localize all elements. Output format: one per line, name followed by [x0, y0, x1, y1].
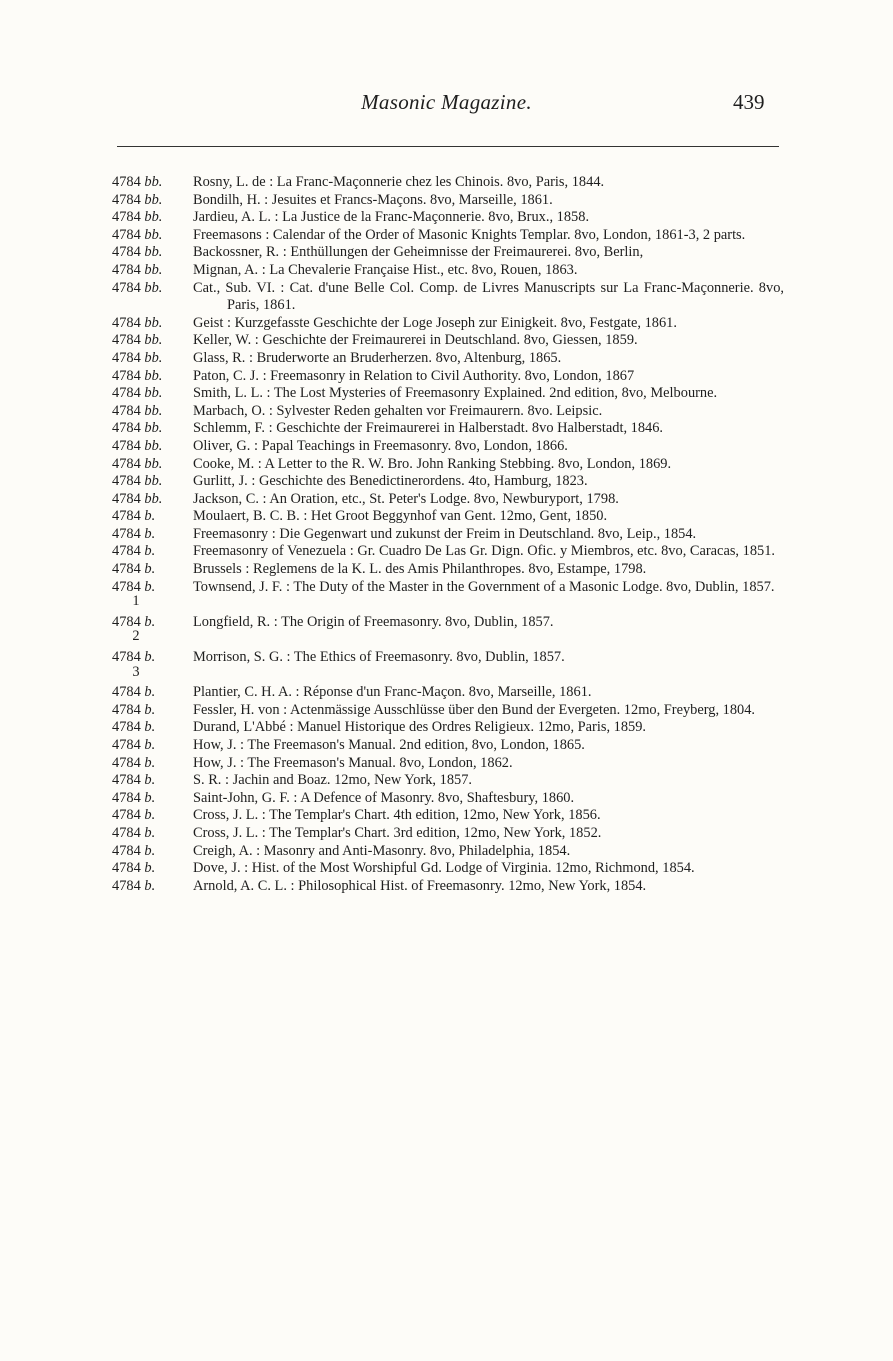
entry-text: Mignan, A. : La Chevalerie Française Hist., etc. 8vo, Rouen, 1863.	[193, 261, 578, 278]
catalogue-entries	[112, 174, 784, 895]
entry-text: Jardieu, A. L. : La Justice de la Franc-Maçonnerie. 8vo, Brux., 1858.	[193, 209, 590, 226]
entry-number	[112, 526, 193, 544]
entry-number	[112, 280, 193, 315]
entry-number	[112, 350, 193, 368]
entry-number-suffix: b.	[144, 508, 156, 525]
catalogue-entry	[112, 350, 784, 368]
entry-number-digits: 4784	[112, 226, 145, 243]
entry-number-digits: 4784	[112, 525, 145, 542]
entry-number	[112, 860, 193, 878]
entry-text: Cross, J. L. : The Templar's Chart. 4th edition, 12mo, New York, 1856.	[193, 807, 601, 824]
catalogue-entry	[112, 403, 784, 421]
entry-number	[112, 719, 193, 737]
catalogue-entry	[112, 543, 784, 561]
entry-number-suffix: b.	[144, 877, 156, 894]
entry-text: Freemasonry of Venezuela : Gr. Cuadro De Las Gr. Dign. Ofic. y Miembros, etc. 8vo, Caracas, 1851.	[193, 543, 776, 560]
entry-number-digits: 4784	[112, 824, 145, 841]
entry-number	[112, 244, 193, 262]
entry-number-suffix: bb.	[144, 437, 163, 454]
entry-text: Marbach, O. : Sylvester Reden gehalten vor Freimaurern. 8vo. Leipsic.	[193, 402, 603, 419]
entry-number-suffix: b.	[144, 684, 156, 701]
entry-subnumber: 3	[132, 663, 140, 680]
entry-text: How, J. : The Freemason's Manual. 8vo, London, 1862.	[193, 754, 513, 771]
entry-number-digits: 4784	[112, 719, 145, 736]
page-number: 439	[733, 90, 765, 114]
catalogue-entry	[112, 209, 784, 227]
entry-text: Townsend, J. F. : The Duty of the Master in the Government of a Masonic Lodge. 8vo, Dublin, 1857.	[193, 578, 775, 595]
entry-number-digits: 4784	[112, 349, 145, 366]
catalogue-entry	[112, 684, 784, 702]
entry-number-digits: 4784	[112, 508, 145, 525]
catalogue-entry	[112, 561, 784, 579]
header-rule	[117, 146, 779, 147]
entry-number-digits: 4784	[112, 420, 145, 437]
entry-number	[112, 772, 193, 790]
entry-number	[112, 543, 193, 561]
catalogue-entry	[112, 227, 784, 245]
entry-number-suffix: bb.	[144, 174, 163, 190]
entry-number-suffix: bb.	[144, 314, 163, 331]
entry-number-suffix: b.	[144, 613, 156, 630]
entry-subnumber: 2	[132, 628, 140, 645]
catalogue-entry	[112, 262, 784, 280]
entry-text: Cross, J. L. : The Templar's Chart. 3rd edition, 12mo, New York, 1852.	[193, 824, 602, 841]
entry-number-digits: 4784	[112, 244, 145, 261]
entry-text: Schlemm, F. : Geschichte der Freimaurerei in Halberstadt. 8vo Halberstadt, 1846.	[193, 420, 664, 437]
catalogue-entry	[112, 843, 784, 861]
entry-subnumber-row	[112, 593, 784, 611]
entry-text: Cat., Sub. VI. : Cat. d'une Belle Col. Comp. de Livres Manuscripts sur La Franc-Maçonnerie. 8vo, Paris, 1861.	[193, 279, 784, 314]
entry-text: Gurlitt, J. : Geschichte des Benedictinerordens. 4to, Hamburg, 1823.	[193, 473, 588, 490]
entry-text: Brussels : Reglemens de la K. L. des Amis Philanthropes. 8vo, Estampe, 1798.	[193, 561, 647, 578]
entry-number-suffix: bb.	[144, 349, 163, 366]
entry-subnumber-row	[112, 628, 784, 646]
entry-number-digits: 4784	[112, 649, 145, 666]
entry-text: Rosny, L. de : La Franc-Maçonnerie chez les Chinois. 8vo, Paris, 1844.	[193, 174, 605, 190]
catalogue-entry	[112, 315, 784, 333]
catalogue-entry	[112, 192, 784, 210]
entry-text: Freemasons : Calendar of the Order of Masonic Knights Templar. 8vo, London, 1861-3, 2 parts.	[193, 226, 746, 243]
entry-number-suffix: b.	[144, 543, 156, 560]
entry-number-suffix: b.	[144, 649, 156, 666]
entry-number-suffix: bb.	[144, 209, 163, 226]
entry-number	[112, 878, 193, 896]
entry-number-suffix: bb.	[144, 385, 163, 402]
entry-number	[112, 262, 193, 280]
entry-number-suffix: bb.	[144, 332, 163, 349]
catalogue-entry	[112, 438, 784, 456]
entry-number	[112, 332, 193, 350]
entry-number-digits: 4784	[112, 578, 145, 595]
entry-text: Arnold, A. C. L. : Philosophical Hist. of Freemasonry. 12mo, New York, 1854.	[193, 877, 647, 894]
entry-number-digits: 4784	[112, 191, 145, 208]
catalogue-entry	[112, 878, 784, 896]
catalogue-entry	[112, 526, 784, 544]
entry-number	[112, 420, 193, 438]
entry-number-digits: 4784	[112, 367, 145, 384]
entry-number	[112, 192, 193, 210]
entry-number-suffix: b.	[144, 860, 156, 877]
entry-number-suffix: b.	[144, 737, 156, 753]
entry-text: Creigh, A. : Masonry and Anti-Masonry. 8vo, Philadelphia, 1854.	[193, 842, 571, 859]
entry-number-digits: 4784	[112, 279, 145, 296]
catalogue-entry	[112, 280, 784, 315]
entry-text: Plantier, C. H. A. : Réponse d'un Franc-Maçon. 8vo, Marseille, 1861.	[193, 684, 592, 701]
entry-number-digits: 4784	[112, 561, 145, 578]
entry-number	[112, 403, 193, 421]
entry-number-suffix: bb.	[144, 279, 163, 296]
entry-number	[112, 368, 193, 386]
entry-subnumber-row	[112, 664, 784, 682]
entry-text: Cooke, M. : A Letter to the R. W. Bro. John Ranking Stebbing. 8vo, London, 1869.	[193, 455, 672, 472]
entry-number-suffix: bb.	[144, 367, 163, 384]
entry-text: Keller, W. : Geschichte der Freimaurerei in Deutschland. 8vo, Giessen, 1859.	[193, 332, 638, 349]
catalogue-entry	[112, 385, 784, 403]
entry-text: Freemasonry : Die Gegenwart und zukunst der Freim in Deutschland. 8vo, Leip., 1854.	[193, 525, 697, 542]
entry-number-suffix: b.	[144, 701, 156, 718]
entry-number-digits: 4784	[112, 314, 145, 331]
entry-number-digits: 4784	[112, 543, 145, 560]
entry-text: Durand, L'Abbé : Manuel Historique des Ordres Religieux. 12mo, Paris, 1859.	[193, 719, 647, 736]
catalogue-entry	[112, 737, 784, 755]
entry-number-digits: 4784	[112, 772, 145, 789]
entry-number-digits: 4784	[112, 209, 145, 226]
entry-number-suffix: bb.	[144, 402, 163, 419]
entry-number	[112, 456, 193, 474]
entry-text: Smith, L. L. : The Lost Mysteries of Freemasonry Explained. 2nd edition, 8vo, Melbourne.	[193, 385, 718, 402]
entry-number	[112, 843, 193, 861]
entry-number-suffix: b.	[144, 719, 156, 736]
entry-number-digits: 4784	[112, 455, 145, 472]
entry-number-digits: 4784	[112, 402, 145, 419]
entry-number-suffix: b.	[144, 789, 156, 806]
entry-number-digits: 4784	[112, 860, 145, 877]
entry-text: Glass, R. : Bruderworte an Bruderherzen. 8vo, Altenburg, 1865.	[193, 349, 562, 366]
catalogue-entry	[112, 772, 784, 790]
entry-number	[112, 491, 193, 509]
entry-number-suffix: b.	[144, 561, 156, 578]
entry-text: Paton, C. J. : Freemasonry in Relation to Civil Authority. 8vo, London, 1867	[193, 367, 635, 384]
entry-number	[112, 755, 193, 773]
entry-number-suffix: b.	[144, 772, 156, 789]
entry-number-suffix: b.	[144, 578, 156, 595]
entry-number-digits: 4784	[112, 332, 145, 349]
entry-text: Dove, J. : Hist. of the Most Worshipful Gd. Lodge of Virginia. 12mo, Richmond, 1854.	[193, 860, 695, 877]
entry-number-digits: 4784	[112, 385, 145, 402]
entry-number-suffix: bb.	[144, 473, 163, 490]
entry-subnumber: 1	[132, 593, 140, 610]
entry-number-digits: 4784	[112, 437, 145, 454]
entry-number-suffix: bb.	[144, 455, 163, 472]
entry-number	[112, 825, 193, 843]
entry-number	[112, 807, 193, 825]
catalogue-entry	[112, 790, 784, 808]
entry-number	[112, 702, 193, 720]
entry-number	[112, 508, 193, 526]
entry-number-suffix: b.	[144, 525, 156, 542]
entry-number-digits: 4784	[112, 684, 145, 701]
entry-text: Jackson, C. : An Oration, etc., St. Peter's Lodge. 8vo, Newburyport, 1798.	[193, 490, 619, 507]
entry-number-digits: 4784	[112, 737, 145, 753]
entry-text: Saint-John, G. F. : A Defence of Masonry. 8vo, Shaftesbury, 1860.	[193, 789, 575, 806]
entry-number	[112, 174, 193, 192]
entry-number	[112, 473, 193, 491]
catalogue-entry	[112, 508, 784, 526]
catalogue-entry	[112, 807, 784, 825]
entry-number-digits: 4784	[112, 473, 145, 490]
catalogue-entry	[112, 332, 784, 350]
entry-number	[112, 737, 193, 755]
entry-number-digits: 4784	[112, 789, 145, 806]
entry-number	[112, 227, 193, 245]
catalogue-entry	[112, 491, 784, 509]
entry-text: Morrison, S. G. : The Ethics of Freemasonry. 8vo, Dublin, 1857.	[193, 649, 565, 666]
entry-number-digits: 4784	[112, 261, 145, 278]
catalogue-entry	[112, 244, 784, 262]
entry-text: Fessler, H. von : Actenmässige Ausschlüsse über den Bund der Evergeten. 12mo, Freyberg, 1804.	[193, 701, 756, 718]
entry-text: S. R. : Jachin and Boaz. 12mo, New York, 1857.	[193, 772, 473, 789]
entry-number-suffix: b.	[144, 754, 156, 771]
catalogue-entry	[112, 420, 784, 438]
entry-number-suffix: bb.	[144, 490, 163, 507]
entry-text: Moulaert, B. C. B. : Het Groot Beggynhof van Gent. 12mo, Gent, 1850.	[193, 508, 608, 525]
entry-number-suffix: bb.	[144, 191, 163, 208]
entry-number-digits: 4784	[112, 877, 145, 894]
catalogue-entry	[112, 860, 784, 878]
catalogue-entry	[112, 702, 784, 720]
entry-text: Bondilh, H. : Jesuites et Francs-Maçons. 8vo, Marseille, 1861.	[193, 191, 553, 208]
entry-number	[112, 561, 193, 579]
entry-number-digits: 4784	[112, 701, 145, 718]
entry-text: Backossner, R. : Enthüllungen der Geheimnisse der Freimaurerei. 8vo, Berlin,	[193, 244, 644, 261]
catalogue-entry	[112, 456, 784, 474]
entry-number	[112, 438, 193, 456]
entry-number-suffix: b.	[144, 807, 156, 824]
entry-number	[112, 209, 193, 227]
catalogue-entry	[112, 825, 784, 843]
catalogue-entry	[112, 368, 784, 386]
entry-number-suffix: b.	[144, 824, 156, 841]
catalogue-entry	[112, 473, 784, 491]
entry-number	[112, 315, 193, 333]
entry-text: Geist : Kurzgefasste Geschichte der Loge Joseph zur Einigkeit. 8vo, Festgate, 1861.	[193, 314, 677, 331]
running-title: Masonic Magazine.	[361, 90, 532, 114]
entry-number-suffix: bb.	[144, 420, 163, 437]
entry-number-suffix: b.	[144, 842, 156, 859]
entry-text: How, J. : The Freemason's Manual. 2nd edition, 8vo, London, 1865.	[193, 737, 585, 753]
entry-number-digits: 4784	[112, 490, 145, 507]
entry-number-suffix: bb.	[144, 244, 163, 261]
entry-number	[112, 684, 193, 702]
entry-number	[112, 385, 193, 403]
entry-text: Oliver, G. : Papal Teachings in Freemasonry. 8vo, London, 1866.	[193, 437, 568, 454]
catalogue-entry	[112, 755, 784, 773]
entry-number-suffix: bb.	[144, 261, 163, 278]
catalogue-entry	[112, 174, 784, 192]
entry-number	[112, 790, 193, 808]
entry-number-digits: 4784	[112, 754, 145, 771]
entry-number-digits: 4784	[112, 807, 145, 824]
catalogue-entry	[112, 719, 784, 737]
entry-number-digits: 4784	[112, 174, 145, 190]
entry-number-digits: 4784	[112, 613, 145, 630]
entry-number-digits: 4784	[112, 842, 145, 859]
entry-text: Longfield, R. : The Origin of Freemasonry. 8vo, Dublin, 1857.	[193, 613, 554, 630]
entry-number-suffix: bb.	[144, 226, 163, 243]
